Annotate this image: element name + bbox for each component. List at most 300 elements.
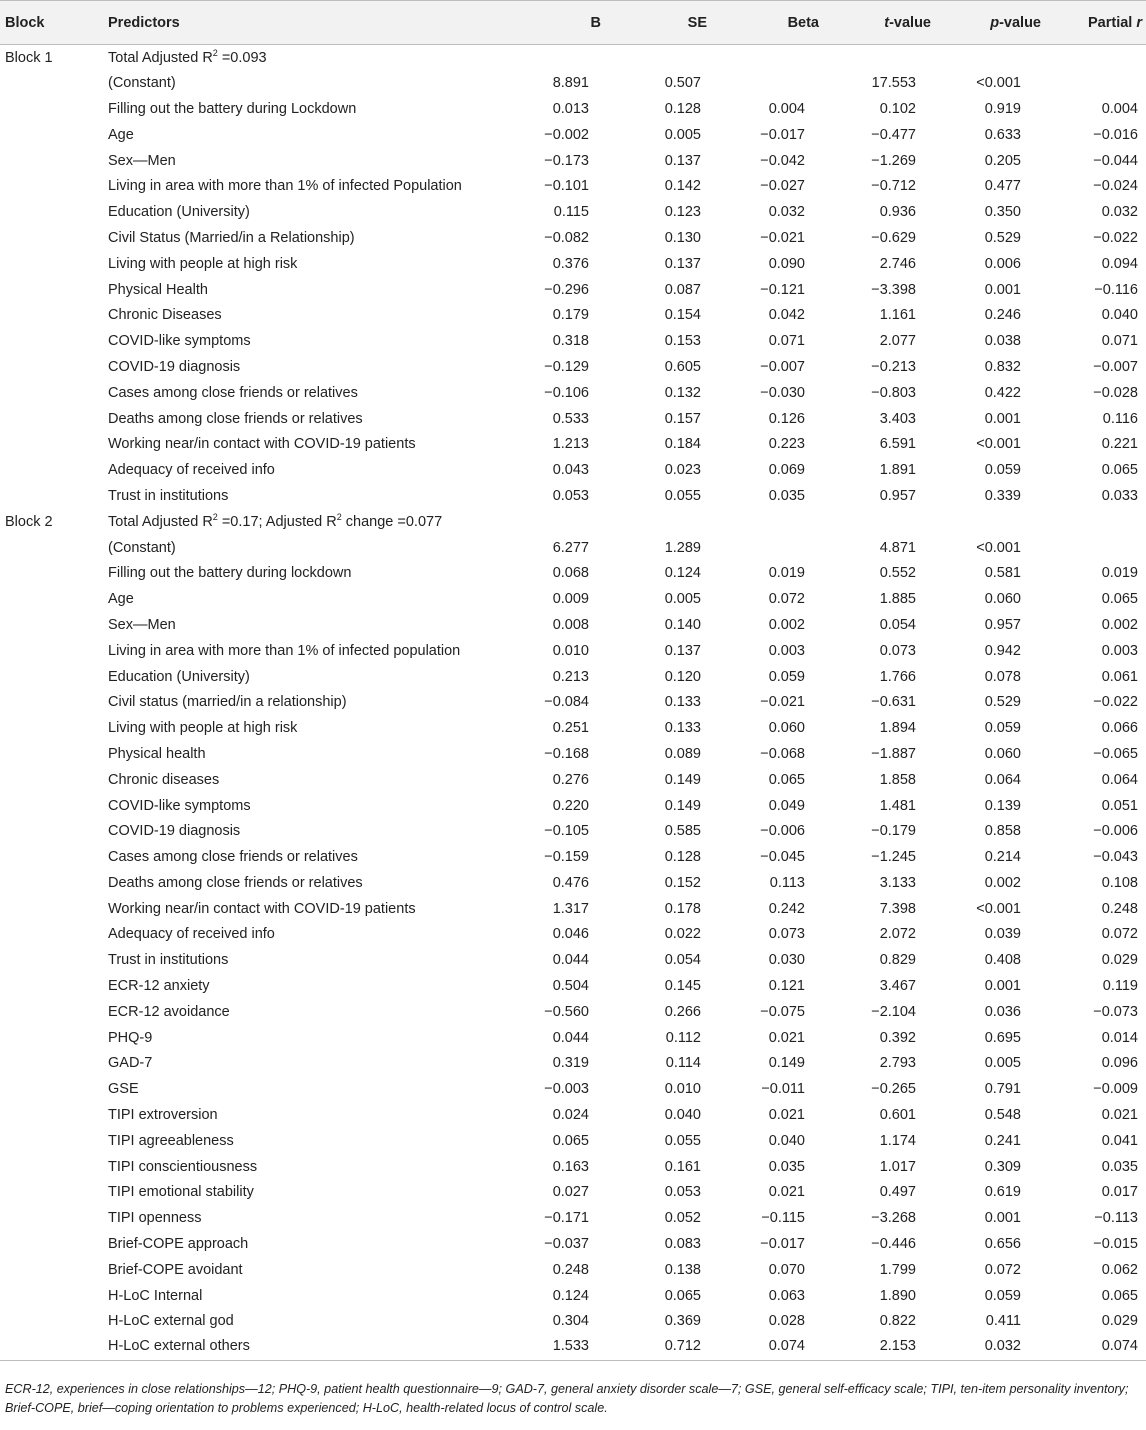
se-cell: 0.130 [664,229,701,246]
block-cell-empty [0,457,108,483]
partial-r-cell: 0.032 [1101,204,1138,221]
block-cell-empty [0,818,108,844]
p-value-cell: 0.619 [984,1184,1021,1201]
predictor-cell: Civil status (married/in a relationship) [108,694,347,711]
t-value-cell: −0.179 [871,823,916,840]
table-row [0,922,1146,948]
beta-cell [711,70,823,96]
p-value-cell: 0.001 [984,281,1021,298]
t-value-cell: 7.398 [879,900,916,917]
table-row [0,896,1146,922]
beta-cell: 0.121 [768,978,805,995]
t-value-cell: −3.398 [871,281,916,298]
summary-suffix: =0.17; [217,513,266,530]
t-value-cell: 2.793 [879,1055,916,1072]
partial-r-cell: 0.004 [1101,100,1138,117]
table-row [0,689,1146,715]
t-value-cell: 0.102 [879,100,916,117]
summary-suffix-2: change =0.077 [341,513,443,530]
b-cell: 0.053 [552,487,589,504]
t-value-cell: 0.829 [879,952,916,969]
beta-cell: 0.019 [768,565,805,582]
t-value-cell: 17.553 [871,75,916,92]
partial-r-cell: 0.003 [1101,642,1138,659]
beta-cell: 0.021 [768,1029,805,1046]
header-partial-prefix: Partial [1087,14,1137,31]
b-cell: −0.173 [544,152,589,169]
se-cell: 0.149 [664,771,701,788]
t-value-cell: 1.017 [879,1158,916,1175]
partial-r-cell: −0.028 [1093,384,1138,401]
p-value-cell: 0.241 [984,1132,1021,1149]
table-row [0,251,1146,277]
block-cell-empty [0,173,108,199]
beta-cell: 0.049 [768,797,805,814]
b-cell: 0.213 [552,668,589,685]
b-cell: −0.084 [544,694,589,711]
predictor-cell: Chronic Diseases [108,307,222,324]
b-cell: 0.068 [552,565,589,582]
se-cell: 0.055 [664,1132,701,1149]
partial-r-cell: 0.029 [1101,1313,1138,1330]
t-value-cell: 1.890 [879,1287,916,1304]
beta-cell: 0.090 [768,255,805,272]
table-row [0,406,1146,432]
predictor-cell: Deaths among close friends or relatives [108,410,363,427]
p-value-cell: 0.832 [984,358,1021,375]
t-value-cell: 1.161 [879,307,916,324]
p-value-cell: 0.078 [984,668,1021,685]
t-value-cell: 1.766 [879,668,916,685]
table-row [0,999,1146,1025]
t-value-cell: 1.858 [879,771,916,788]
predictor-cell: TIPI conscientiousness [108,1158,258,1175]
t-value-cell: 1.891 [879,462,916,479]
t-value-cell: 1.885 [879,591,916,608]
block-cell-empty [0,1257,108,1283]
header-block: Block [0,1,108,45]
block-label: Block 2 [5,513,53,530]
b-cell: −0.003 [544,1081,589,1098]
predictor-cell: Adequacy of received info [108,926,275,943]
block-cell-empty [0,277,108,303]
p-value-cell: <0.001 [976,539,1021,556]
partial-r-cell: 0.029 [1101,952,1138,969]
p-value-cell: 0.001 [984,410,1021,427]
beta-cell: −0.017 [760,126,805,143]
p-value-cell: 0.214 [984,849,1021,866]
t-value-cell: 1.894 [879,720,916,737]
summary-superscript: 2 [212,511,218,522]
table-row [0,664,1146,690]
p-value-cell: 0.001 [984,1210,1021,1227]
partial-r-cell: 0.002 [1101,616,1138,633]
p-value-cell: 0.858 [984,823,1021,840]
predictor-cell: Working near/in contact with COVID-19 patients [108,900,416,917]
summary-prefix: Total Adjusted R [108,513,213,530]
p-value-cell: 0.059 [984,462,1021,479]
t-value-cell: −3.268 [871,1210,916,1227]
beta-cell: 0.040 [768,1132,805,1149]
t-value-cell: 3.133 [879,874,916,891]
b-cell: 0.043 [552,462,589,479]
partial-r-cell: 0.021 [1101,1107,1138,1124]
partial-r-cell: 0.116 [1102,410,1138,427]
header-partial-r [1045,1,1146,45]
b-cell: −0.560 [544,1003,589,1020]
table-row [0,715,1146,741]
b-cell: −0.129 [544,358,589,375]
b-cell: −0.171 [544,1210,589,1227]
predictor-cell: ECR-12 avoidance [108,1003,230,1020]
b-cell: −0.168 [544,745,589,762]
table-row [0,767,1146,793]
b-cell: 0.010 [552,642,589,659]
header-t-value [823,1,935,45]
b-cell: 0.504 [552,978,589,995]
beta-cell: 0.073 [768,926,805,943]
p-value-cell: 0.038 [984,333,1021,350]
partial-r-cell: 0.072 [1101,926,1138,943]
block-cell-empty [0,896,108,922]
header-b: B [500,1,605,45]
p-value-cell: 0.529 [984,694,1021,711]
b-cell: 0.533 [552,410,589,427]
beta-cell: 0.149 [768,1055,805,1072]
b-cell: 0.179 [552,307,589,324]
predictor-cell: Education (University) [108,204,250,221]
partial-r-cell: −0.044 [1093,152,1138,169]
p-value-cell: 0.032 [935,1334,1045,1360]
predictor-cell: PHQ-9 [108,1029,153,1046]
beta-cell: −0.007 [760,358,805,375]
p-value-cell: 0.695 [984,1029,1021,1046]
table-row [0,1205,1146,1231]
partial-r-cell [1045,70,1146,96]
block-cell-empty [0,973,108,999]
block-cell-empty [0,689,108,715]
table-row [0,1051,1146,1077]
beta-cell: 0.242 [768,900,805,917]
block-cell-empty [0,251,108,277]
p-value-cell: 0.072 [984,1261,1021,1278]
block-cell-empty [0,586,108,612]
b-cell: 0.046 [552,926,589,943]
se-cell: 0.040 [664,1107,701,1124]
predictor-cell: Living in area with more than 1% of infected Population [108,178,462,195]
t-value-cell: 0.054 [879,616,916,633]
predictor-cell: Working near/in contact with COVID-19 patients [108,436,416,453]
predictor-cell: TIPI agreeableness [108,1132,234,1149]
se-cell: 0.133 [664,694,701,711]
p-value-cell: 0.919 [984,100,1021,117]
p-value-cell: 0.656 [984,1236,1021,1253]
table-row [0,431,1146,457]
partial-r-cell: 0.014 [1101,1029,1138,1046]
header-predictors: Predictors [108,1,500,45]
se-cell: 0.712 [605,1334,711,1360]
block-cell-empty [0,1154,108,1180]
beta-cell: 0.042 [768,307,805,324]
t-value-cell: −0.712 [871,178,916,195]
partial-r-cell: 0.074 [1045,1334,1146,1360]
beta-cell: 0.126 [768,410,805,427]
b-cell: 0.115 [553,204,589,221]
predictor-cell: TIPI extroversion [108,1107,218,1124]
beta-cell: 0.060 [768,720,805,737]
beta-cell: 0.035 [768,1158,805,1175]
t-value-cell: −0.629 [871,229,916,246]
block-cell-empty [0,1102,108,1128]
p-value-cell: 0.005 [984,1055,1021,1072]
table-row [0,1283,1146,1309]
block-cell-empty [0,1128,108,1154]
block-cell-empty [0,354,108,380]
block-cell-empty [0,870,108,896]
block-summary [108,509,1146,535]
p-value-cell: 0.339 [984,487,1021,504]
table-row [0,354,1146,380]
b-cell: −0.002 [544,126,589,143]
table-row [0,328,1146,354]
p-value-cell: 0.350 [984,204,1021,221]
header-beta: Beta [711,1,823,45]
table-row [0,457,1146,483]
partial-r-cell: −0.022 [1093,229,1138,246]
beta-cell: 0.074 [711,1334,823,1360]
se-cell: 0.605 [664,358,701,375]
partial-r-cell: −0.113 [1094,1210,1138,1227]
block-cell-empty [0,1334,108,1360]
table-row [0,122,1146,148]
partial-r-cell: −0.016 [1093,126,1138,143]
table-row [0,173,1146,199]
b-cell: 0.009 [552,591,589,608]
se-cell: 0.266 [664,1003,701,1020]
predictor-cell: Trust in institutions [108,952,229,969]
p-value-cell: 0.529 [984,229,1021,246]
block-cell-empty [0,483,108,509]
b-cell: 0.044 [552,1029,589,1046]
b-cell: 0.276 [552,771,589,788]
block-cell-empty [0,199,108,225]
b-cell: 0.319 [552,1055,589,1072]
summary-prefix-2: Adjusted R [265,513,337,530]
beta-cell: −0.045 [760,849,805,866]
se-cell: 0.184 [664,436,701,453]
table-row [0,818,1146,844]
block-cell-empty [0,96,108,122]
table-row [0,1334,1146,1360]
block-cell-empty [0,1025,108,1051]
p-value-cell: 0.309 [984,1158,1021,1175]
table-row [0,483,1146,509]
table-row [0,638,1146,664]
t-value-cell: 0.822 [879,1313,916,1330]
b-cell: 1.213 [552,436,589,453]
se-cell: 0.138 [664,1261,701,1278]
table-row [0,612,1146,638]
b-cell: −0.037 [544,1236,589,1253]
se-cell: 0.128 [664,849,701,866]
b-cell: 0.163 [552,1158,589,1175]
table-row [0,1309,1146,1335]
beta-cell: −0.075 [760,1003,805,1020]
partial-r-cell: −0.024 [1093,178,1138,195]
t-value-cell: 1.799 [879,1261,916,1278]
t-value-cell: −0.446 [871,1236,916,1253]
summary-prefix: Total Adjusted R [108,49,213,66]
p-value-cell: 0.633 [984,126,1021,143]
table-row [0,870,1146,896]
predictor-cell: COVID-like symptoms [108,333,251,350]
partial-r-cell: −0.006 [1093,823,1138,840]
t-value-cell: 2.072 [879,926,916,943]
predictor-cell: Living with people at high risk [108,720,298,737]
t-value-cell: 0.552 [879,565,916,582]
beta-cell: 0.059 [768,668,805,685]
header-r-letter: r [1136,14,1142,31]
p-value-cell: 0.002 [984,874,1021,891]
beta-cell: 0.028 [768,1313,805,1330]
partial-r-cell: −0.009 [1093,1081,1138,1098]
table-row [0,586,1146,612]
predictor-cell: (Constant) [108,539,176,556]
table-row [0,1102,1146,1128]
p-value-cell: 0.581 [984,565,1021,582]
partial-r-cell: 0.096 [1101,1055,1138,1072]
block-cell-empty [0,922,108,948]
p-value-cell: 0.039 [984,926,1021,943]
partial-r-cell: 0.071 [1101,333,1138,350]
b-cell: 0.251 [552,720,589,737]
b-cell: −0.296 [544,281,589,298]
block-cell-empty [0,328,108,354]
partial-r-cell: 0.040 [1101,307,1138,324]
predictor-cell: Physical health [108,745,206,762]
p-value-cell: 0.036 [984,1003,1021,1020]
p-value-cell: 0.548 [984,1107,1021,1124]
t-value-cell: 1.174 [879,1132,916,1149]
se-cell: 0.005 [664,126,701,143]
t-value-cell: −0.631 [871,694,916,711]
block-summary [108,45,1146,71]
predictor-cell: Brief-COPE approach [108,1236,249,1253]
b-cell: 0.065 [552,1132,589,1149]
se-cell: 0.083 [664,1236,701,1253]
table-row [0,1025,1146,1051]
partial-r-cell: 0.108 [1101,874,1138,891]
block-cell-empty [0,767,108,793]
table-row [0,844,1146,870]
se-cell: 0.112 [665,1029,701,1046]
beta-cell: 0.069 [768,462,805,479]
p-value-cell: 0.060 [984,591,1021,608]
partial-r-cell: 0.035 [1101,1158,1138,1175]
block-cell-empty [0,70,108,96]
predictor-cell: Physical Health [108,281,208,298]
header-row [0,1,1146,45]
partial-r-cell: 0.065 [1101,1287,1138,1304]
predictor-cell: Living in area with more than 1% of infected population [108,642,461,659]
partial-r-cell: 0.065 [1101,462,1138,479]
table-row [0,148,1146,174]
predictor-cell: (Constant) [108,75,176,92]
beta-cell: 0.004 [768,100,805,117]
partial-r-cell: 0.065 [1101,591,1138,608]
block-cell-empty [0,1180,108,1206]
partial-r-cell: −0.065 [1093,745,1138,762]
t-value-cell: −0.213 [871,358,916,375]
beta-cell: −0.021 [760,229,805,246]
se-cell: 0.149 [664,797,701,814]
block-cell-empty [0,380,108,406]
block-summary-row [0,509,1146,535]
block-cell-empty [0,741,108,767]
p-value-cell: 0.060 [984,745,1021,762]
beta-cell: 0.002 [768,616,805,633]
se-cell: 0.585 [664,823,701,840]
partial-r-cell: −0.043 [1093,849,1138,866]
predictor-cell: Cases among close friends or relatives [108,849,358,866]
table-row [0,535,1146,561]
se-cell: 0.161 [664,1158,701,1175]
beta-cell: −0.042 [760,152,805,169]
partial-r-cell: −0.073 [1093,1003,1138,1020]
p-value-cell: <0.001 [976,436,1021,453]
t-value-cell: 2.153 [823,1334,935,1360]
se-cell: 0.054 [664,952,701,969]
block-cell-empty [0,1205,108,1231]
b-cell: 0.318 [552,333,589,350]
predictor-cell: GAD-7 [108,1055,153,1072]
se-cell: 0.120 [664,668,701,685]
predictor-cell: TIPI emotional stability [108,1184,254,1201]
header-se: SE [605,1,711,45]
beta-cell: 0.070 [768,1261,805,1278]
b-cell: 0.027 [552,1184,589,1201]
p-value-cell: 0.139 [984,797,1021,814]
se-cell: 0.152 [664,874,701,891]
t-value-cell: 0.957 [879,487,916,504]
predictor-cell: Age [108,591,134,608]
table-row [0,947,1146,973]
partial-r-cell: 0.017 [1101,1184,1138,1201]
partial-r-cell: 0.061 [1101,668,1138,685]
se-cell: 0.010 [664,1081,701,1098]
p-value-cell: 0.064 [984,771,1021,788]
b-cell: −0.159 [544,849,589,866]
t-value-cell: −1.887 [871,745,916,762]
partial-r-cell [1045,535,1146,561]
predictor-cell: Filling out the battery during lockdown [108,565,352,582]
predictor-cell: H-LoC external god [108,1313,234,1330]
beta-cell: −0.068 [760,745,805,762]
b-cell: 0.024 [552,1107,589,1124]
t-value-cell: 2.077 [879,333,916,350]
partial-r-cell: 0.221 [1101,436,1138,453]
block-cell-empty [0,715,108,741]
partial-r-cell: 0.248 [1101,900,1138,917]
t-value-cell: 0.073 [879,642,916,659]
p-value-cell: 0.205 [984,152,1021,169]
beta-cell: 0.113 [769,874,805,891]
block-cell-empty [0,1051,108,1077]
table-body [0,45,1146,1361]
se-cell: 0.137 [664,642,701,659]
table-row [0,1076,1146,1102]
se-cell: 0.178 [664,900,701,917]
